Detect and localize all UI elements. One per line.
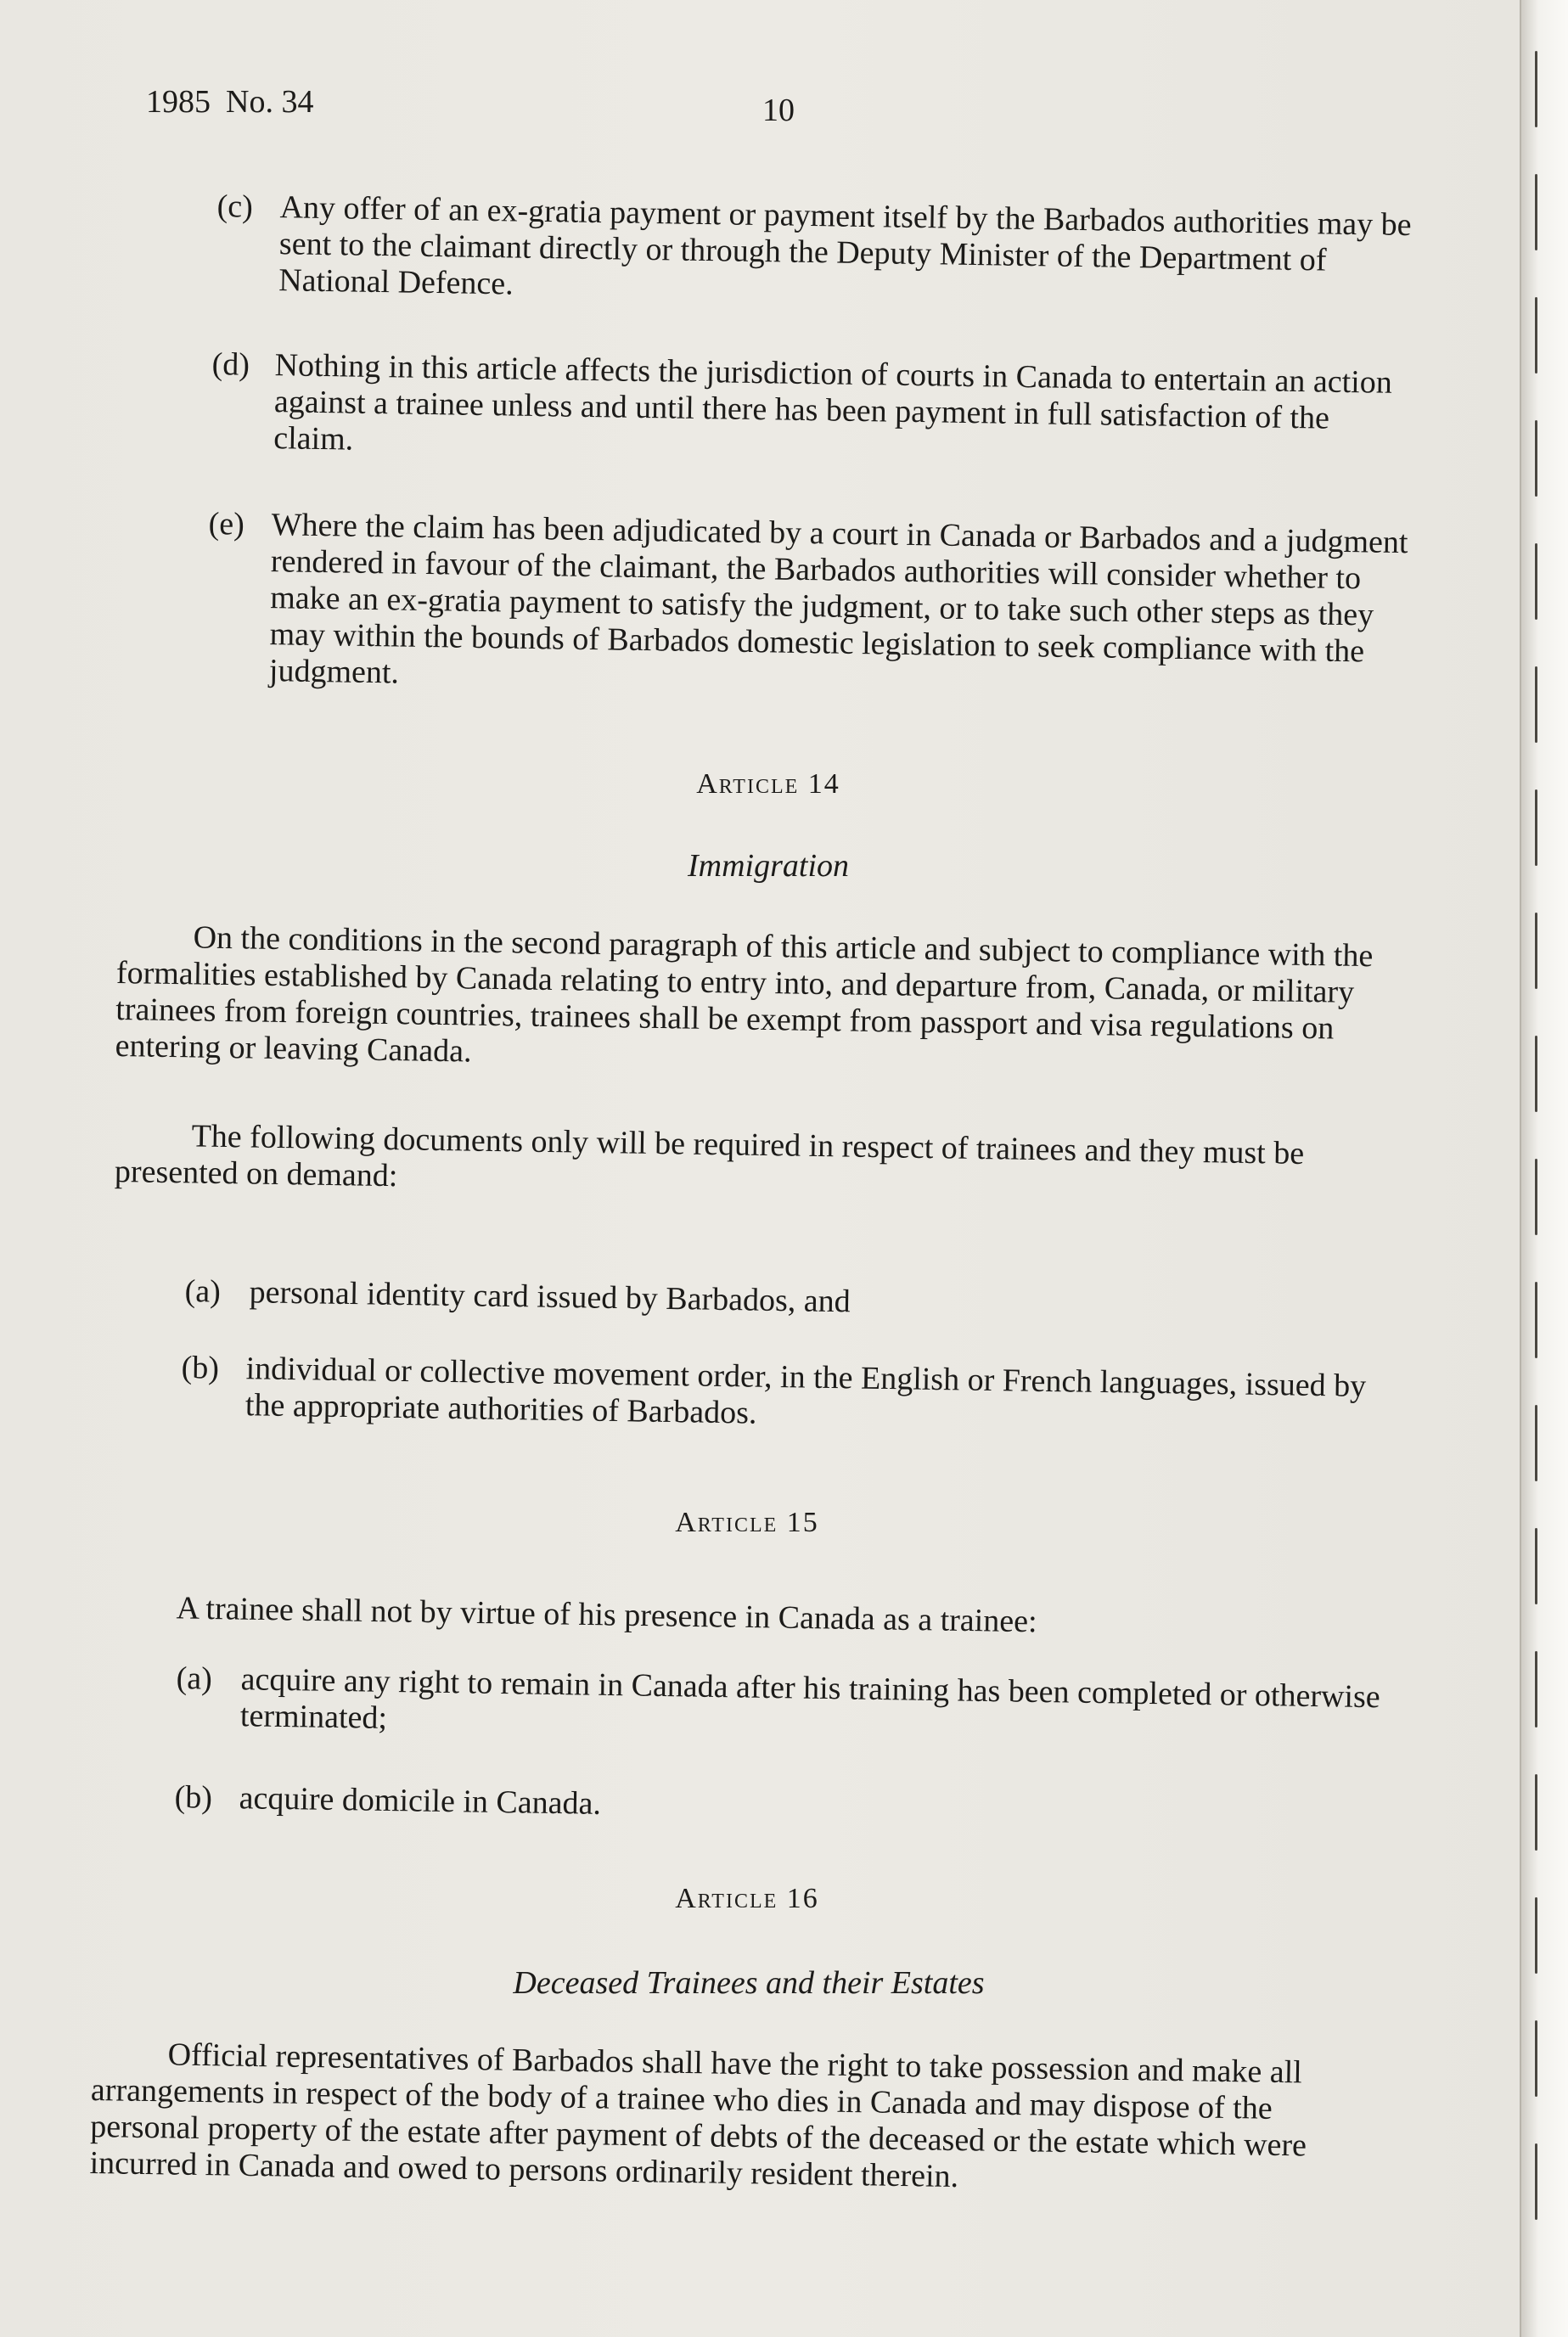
clause-text: personal identity card issued by Barbados, and (249, 1274, 851, 1320)
binding-stitch (1535, 1528, 1537, 1604)
binding-stitch (1535, 789, 1537, 866)
binding-stitch (1535, 1651, 1537, 1727)
article-16-paragraph-1: Official representatives of Barbados shall have the right to take possession and make all arrangements in respect of the body of a trainee who dies in Canada and may dispose of the personal property of the estate after payment of debts of the deceased or the estate which were incurred in Canada and owed to persons ordinarily resident therein. (89, 2036, 1307, 2195)
binding-stitch (1535, 543, 1537, 620)
binding-stitch (1535, 1282, 1537, 1358)
clause-d (211, 346, 1418, 475)
clause-e (206, 506, 1414, 707)
article-14-paragraph-2: The following documents only will be required in respect of trainees and they must be presented on demand: (114, 1118, 1305, 1194)
binding-stitch (1535, 1774, 1537, 1851)
clause-text: Any offer of an ex-gratia payment or payment itself by the Barbados authorities may be sent to the claimant directly or through the Deputy Minister of the Department of National Defence. (278, 189, 1412, 302)
clause-label: (b) (181, 1350, 220, 1386)
clause-label: (e) (208, 506, 245, 542)
binding-stitch (1535, 174, 1537, 250)
binding-stitch (1535, 1897, 1537, 1974)
clause-label: (a) (176, 1660, 213, 1697)
page-number: 10 (762, 93, 795, 128)
clause-b (181, 1350, 1404, 1442)
clause-text: acquire domicile in Canada. (239, 1780, 602, 1822)
clause-c (216, 188, 1423, 317)
binding-stitch (1535, 666, 1537, 743)
binding-stitch (1535, 913, 1537, 989)
article-14-heading: Article 14 (696, 768, 840, 800)
clause-text: acquire any right to remain in Canada after his training has been completed or otherwise terminated; (239, 1661, 1381, 1736)
article-16-heading: Article 16 (675, 1883, 819, 1914)
clause-label: (c) (216, 188, 254, 225)
clause-label: (d) (211, 346, 250, 383)
binding-stitch (1535, 1405, 1537, 1481)
clause-a (184, 1273, 1407, 1329)
page-binding (1520, 0, 1568, 2337)
article-15-heading: Article 15 (675, 1507, 819, 1538)
article-15-intro: A trainee shall not by virtue of his presence in Canada as a trainee: (176, 1590, 1037, 1640)
clause-b (174, 1779, 1397, 1835)
clause-label: (a) (184, 1273, 222, 1310)
binding-stitch (1535, 297, 1537, 374)
binding-stitch (1535, 1036, 1537, 1112)
clause-text: individual or collective movement order, in the English or French languages, issued by the appropriate authorities of Barbados. (244, 1351, 1367, 1431)
header-number: No. 34 (226, 84, 314, 120)
clause-text: Nothing in this article affects the jurisdiction of courts in Canada to entertain an action against a trainee unless and until there has been payment in full satisfaction of the claim. (273, 347, 1393, 458)
header-year: 1985 (146, 84, 211, 120)
binding-stitch (1535, 420, 1537, 497)
binding-stitch (1535, 2020, 1537, 2097)
article-16-title: Deceased Trainees and their Estates (513, 1965, 985, 2001)
article-14-paragraph-1: On the conditions in the second paragraph of this article and subject to compliance with the formalities established by Canada relating to entry into, and departure from, Canada, or military trainees from foreign countries, trainees shall be exempt from passport and visa regulations on entering or leaving Canada. (115, 919, 1374, 1070)
clause-label: (b) (174, 1779, 213, 1816)
binding-stitch (1535, 2143, 1537, 2220)
page-header (146, 83, 329, 121)
article-14-title: Immigration (688, 848, 849, 884)
clause-a (176, 1660, 1399, 1753)
clause-text: Where the claim has been adjudicated by a court in Canada or Barbados and a judgment rendered in favour of the claimant, the Barbados authorities will consider whether to make an ex-gratia payment to satisfy the judgment, or to take such other steps as they may within the bounds of Barbados domestic legislation to seek compliance with the judgment. (268, 507, 1408, 691)
binding-stitch (1535, 51, 1537, 127)
binding-stitch (1535, 1159, 1537, 1235)
